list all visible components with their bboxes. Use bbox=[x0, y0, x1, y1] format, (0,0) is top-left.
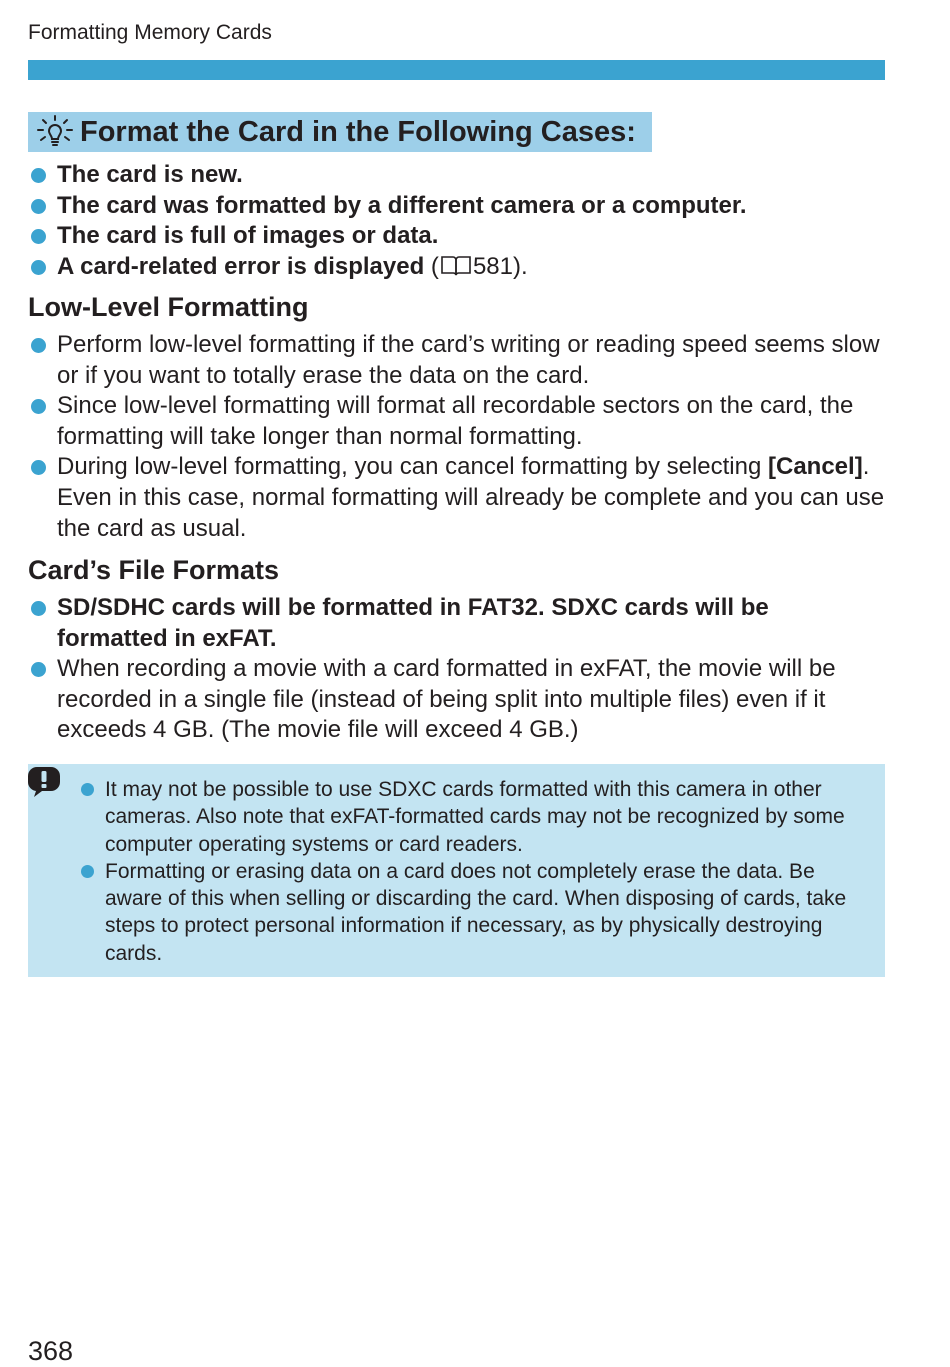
list-item: When recording a movie with a card formatted in exFAT, the movie will be recorded in a single file (instead of being split into multiple files) even if it exceeds 4 GB. (The movie file will exceed 4 GB.) bbox=[28, 654, 890, 746]
list-item-text: A card-related error is displayed bbox=[57, 252, 425, 280]
section-title-low-level: Low-Level Formatting bbox=[28, 292, 309, 322]
tip-heading bbox=[28, 112, 652, 152]
paren-close: ). bbox=[512, 252, 528, 280]
page-number: 368 bbox=[28, 1336, 74, 1366]
list-item bbox=[28, 252, 898, 283]
list-item-text: During low-level formatting, you can cancel formatting by selecting bbox=[57, 453, 768, 481]
caution-box bbox=[28, 764, 885, 977]
tip-list bbox=[28, 160, 898, 282]
lightbulb-icon bbox=[36, 115, 74, 149]
section-title-file-formats: Card’s File Formats bbox=[28, 555, 280, 585]
cancel-label: [Cancel] bbox=[768, 453, 863, 481]
file-formats-list bbox=[28, 593, 890, 746]
tip-heading-text: Format the Card in the Following Cases: bbox=[80, 115, 636, 148]
book-icon bbox=[440, 253, 472, 277]
list-item-text: . Even in this case, normal formatting will already be complete and you can use the card as usual. bbox=[57, 453, 885, 542]
list-item: SD/SDHC cards will be formatted in FAT32. SDXC cards will be formatted in exFAT. bbox=[28, 593, 890, 654]
list-item: The card was formatted by a different camera or a computer. bbox=[28, 191, 898, 222]
list-item: It may not be possible to use SDXC cards formatted with this camera in other cameras. Also note that exFAT-formatted cards may not be recognized by some computer operating systems or card readers. bbox=[79, 776, 869, 858]
list-item: Since low-level formatting will format all recordable sectors on the card, the formatting will take longer than normal formatting. bbox=[28, 391, 886, 452]
caution-list bbox=[79, 776, 869, 967]
caution-icon bbox=[28, 767, 60, 797]
header-bar bbox=[28, 60, 885, 80]
running-header: Formatting Memory Cards bbox=[28, 21, 272, 44]
paren-open: ( bbox=[424, 252, 439, 280]
list-item: The card is full of images or data. bbox=[28, 221, 898, 252]
list-item bbox=[28, 452, 886, 544]
list-item: Perform low-level formatting if the card’s writing or reading speed seems slow or if you want to totally erase the data on the card. bbox=[28, 330, 886, 391]
list-item: The card is new. bbox=[28, 160, 898, 191]
list-item: Formatting or erasing data on a card does not completely erase the data. Be aware of this when selling or discarding the card. When disposing of cards, take steps to protect personal information if necessary, as by physically destroying cards. bbox=[79, 858, 869, 967]
page-reference[interactable]: 581 bbox=[472, 252, 513, 280]
low-level-list bbox=[28, 330, 886, 544]
